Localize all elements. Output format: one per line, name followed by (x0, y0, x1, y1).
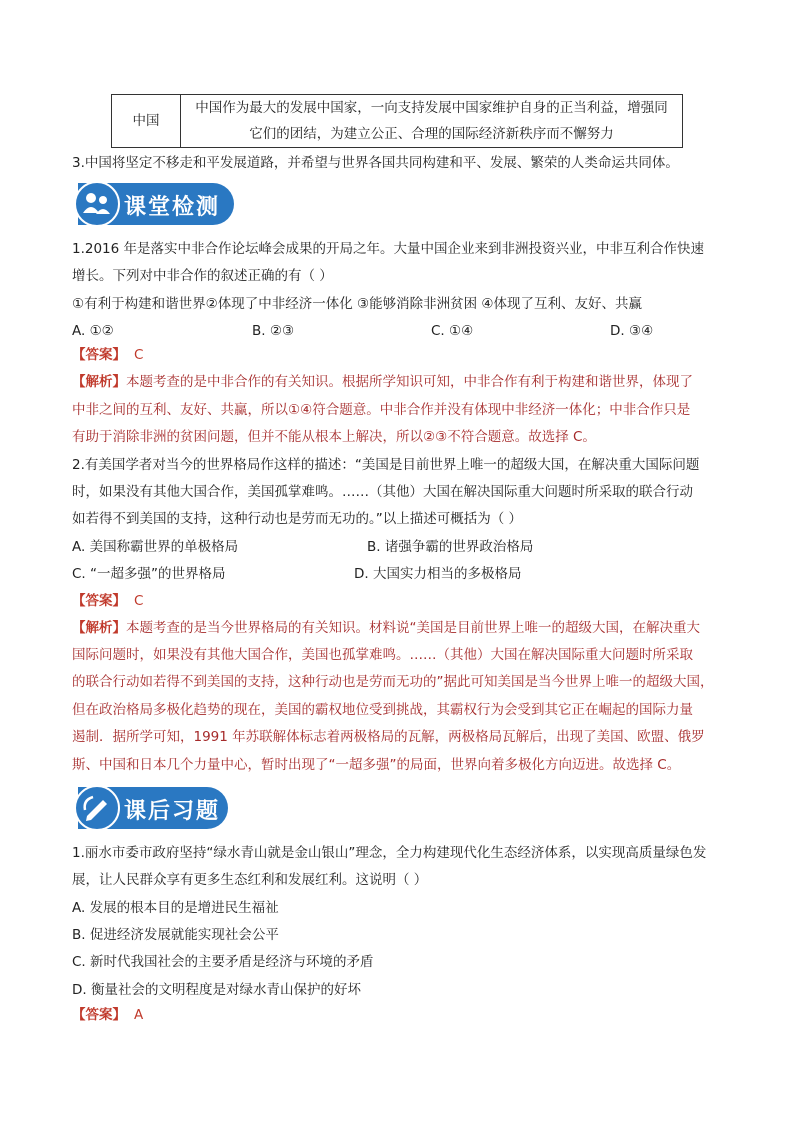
table-key-cell: 中国 (112, 95, 181, 148)
q1-option-a: A. ①② (72, 323, 114, 339)
q2-explanation-line (72, 619, 700, 637)
q1-explanation-line: 有助于消除非洲的贫困问题，但并不能从根本上解决，所以②③不符合题意。故选择 C。 (72, 429, 596, 445)
table-value-line: 中国作为最大的发展中国家，一向支持发展中国家维护自身的正当利益，增强同 (195, 100, 668, 116)
q2-stem-line: 2.有美国学者对当今的世界格局作这样的描述：“美国是目前世界上唯一的超级大国，在解决重大国际问题 (72, 457, 700, 473)
q1-statements: ①有利于构建和谐世界②体现了中非经济一体化 ③能够消除非洲贫困 ④体现了互利、友好、共赢 (72, 296, 642, 312)
q1-option-c: C. ①④ (431, 323, 474, 339)
q3-stem-line: 1.丽水市委市政府坚持“绿水青山就是金山银山”理念，全力构建现代化生态经济体系，以实现高质量绿色发 (72, 845, 707, 861)
answer-label: 【答案】 (72, 593, 126, 609)
q3-option-d: D. 衡量社会的文明程度是对绿水青山保护的好坏 (72, 982, 361, 998)
q2-option-b: B. 诸强争霸的世界政治格局 (367, 539, 534, 555)
q3-option-a: A. 发展的根本目的是增进民生福祉 (72, 900, 279, 916)
explanation-label: 【解析】 (72, 374, 126, 390)
explanation-text: 本题考查的是中非合作的有关知识。根据所学知识可知，中非合作有利于构建和谐世界，体现了 (126, 374, 693, 390)
q1-stem-line: 1.2016 年是落实中非合作论坛峰会成果的开局之年。大量中国企业来到非洲投资兴业，中非互利合作快速 (72, 241, 705, 257)
q3-stem-line: 展，让人民群众享有更多生态红利和发展红利。这说明（ ） (72, 872, 428, 888)
q2-explanation-line: 斯、中国和日本几个力量中心，暂时出现了“一超多强”的局面，世界向着多极化方向迈进。故选择 C。 (72, 757, 681, 773)
q2-explanation-line: 的联合行动如若得不到美国的支持，这种行动也是劳而无功的”据此可知美国是当今世界上唯一的超级大国， (72, 674, 714, 690)
q2-stem-line: 如若得不到美国的支持，这种行动也是劳而无功的。”以上描述可概括为（ ） (72, 511, 523, 527)
explanation-text: 本题考查的是当今世界格局的有关知识。材料说“美国是目前世界上唯一的超级大国，在解决重大 (126, 620, 700, 636)
explanation-label: 【解析】 (72, 620, 126, 636)
q2-stem-line: 时，如果没有其他大国合作，美国孤掌难鸣。……（其他）大国在解决国际重大问题时所采取的联合行动 (72, 484, 693, 500)
q1-explanation-line (72, 373, 693, 391)
q2-explanation-line: 国际问题时，如果没有其他大国合作，美国也孤掌难鸣。……（其他）大国在解决国际重大问题时所采取 (72, 647, 693, 663)
q2-option-c: C. “一超多强”的世界格局 (72, 566, 226, 582)
q3-option-b: B. 促进经济发展就能实现社会公平 (72, 927, 279, 943)
table-row (112, 95, 683, 148)
q2-explanation-line: 遏制．据所学可知，1991 年苏联解体标志着两极格局的瓦解，两极格局瓦解后，出现了美国、欧盟、俄罗 (72, 729, 705, 745)
table-value-cell (181, 95, 683, 148)
answer-label: 【答案】 (72, 1007, 126, 1023)
answer-value: C (134, 593, 144, 609)
table-value-line: 它们的团结，为建立公正、合理的国际经济新秩序而不懈努力 (249, 126, 614, 142)
q1-answer (72, 346, 143, 364)
answer-value: A (134, 1007, 144, 1023)
people-icon (74, 181, 120, 227)
q2-explanation-line: 但在政治格局多极化趋势的现在，美国的霸权地位受到挑战，其霸权行为会受到其它正在崛起的国际力量 (72, 702, 693, 718)
q1-stem-line: 增长。下列对中非合作的叙述正确的有（ ） (72, 268, 333, 284)
q3-answer (72, 1006, 143, 1024)
q1-option-b: B. ②③ (252, 323, 295, 339)
q3-option-c: C. 新时代我国社会的主要矛盾是经济与环境的矛盾 (72, 954, 374, 970)
summary-point-3: 3.中国将坚定不移走和平发展道路，并希望与世界各国共同构建和平、发展、繁荣的人类命运共同体。 (72, 155, 679, 171)
comparison-table (111, 94, 683, 148)
section-title: 课堂检测 (124, 195, 221, 220)
q2-answer (72, 592, 143, 610)
q1-explanation-line: 中非之间的互利、友好、共赢，所以①④符合题意。中非合作并没有体现中非经济一体化；中非合作只是 (72, 402, 691, 418)
q2-option-a: A. 美国称霸世界的单极格局 (72, 539, 239, 555)
section-title: 课后习题 (124, 799, 221, 824)
section-banner-homework (78, 787, 228, 829)
section-banner-class-test (78, 183, 234, 225)
answer-value: C (134, 347, 144, 363)
q1-option-d: D. ③④ (610, 323, 654, 339)
q2-option-d: D. 大国实力相当的多极格局 (354, 566, 522, 582)
answer-label: 【答案】 (72, 347, 126, 363)
pencil-icon (74, 785, 120, 831)
